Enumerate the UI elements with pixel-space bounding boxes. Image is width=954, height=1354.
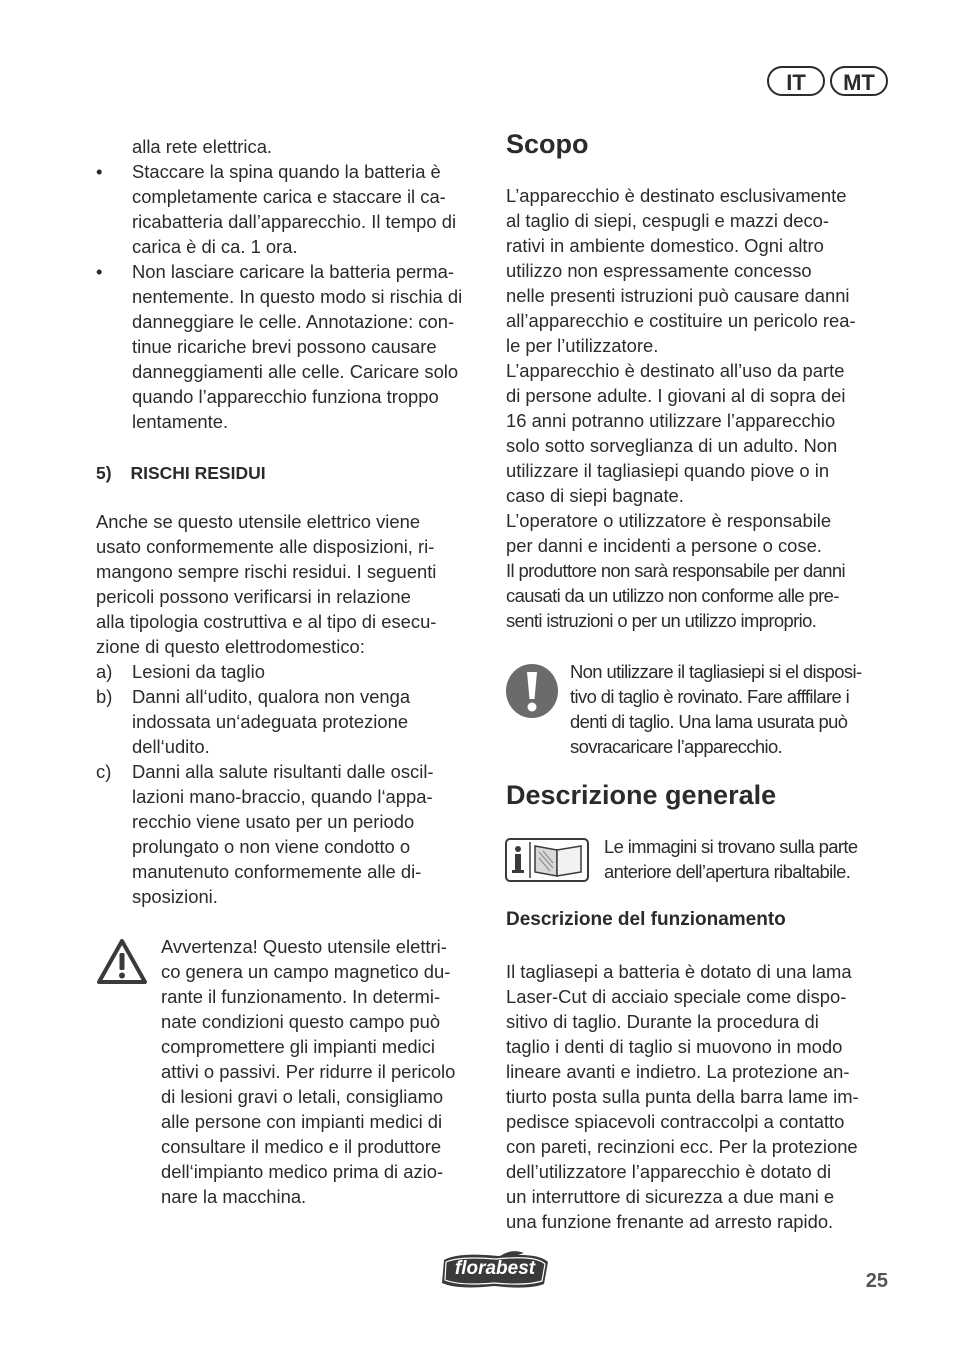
text-line: di lesioni gravi o letali, consigliamo [161, 1086, 444, 1107]
risks-block [96, 509, 491, 909]
text-line: un interruttore di sicurezza a due mani e [506, 1186, 835, 1207]
text-line: quando l’apparecchio funziona troppo [132, 386, 439, 407]
text-line: tiurto posta sulla punta della barra lame im- [506, 1086, 859, 1107]
section-number: 5) [96, 463, 112, 483]
text-line: recchio viene usato per un periodo [132, 811, 415, 832]
text-line: Non lasciare caricare la batteria perma- [132, 261, 454, 282]
bullet-mark: • [96, 261, 103, 282]
text-line: Il produttore non sarà responsabile per danni [506, 560, 846, 581]
text-line: rante il funzionamento. In determi- [161, 986, 441, 1007]
continuation-line: alla rete elettrica. [132, 136, 273, 157]
left-column [96, 134, 491, 434]
exclamation-icon [505, 663, 559, 719]
text-line: L’apparecchio è destinato esclusivamente [506, 185, 847, 206]
scopo-text [506, 183, 896, 633]
text-line: tivo di taglio è rovinato. Fare afffilare i [570, 686, 850, 707]
text-line: dell‘udito. [132, 736, 210, 757]
text-line: anteriore dell’apertura ribaltabile. [604, 861, 851, 882]
risk-mark: a) [96, 661, 113, 682]
page-number: 25 [865, 1270, 888, 1292]
text-line: zione di questo elettrodomestico: [96, 636, 365, 657]
text-line: compromettere gli impianti medici [161, 1036, 435, 1057]
text-line: solo sotto sorveglianza di un adulto. Non [506, 435, 838, 456]
text-line: L’apparecchio è destinato all’uso da parte [506, 360, 845, 381]
text-line: senti istruzioni o per un utilizzo improprio. [506, 610, 817, 631]
text-line: attivi o passivi. Per ridurre il pericolo [161, 1061, 456, 1082]
text-line: utilizzo non espressamente concesso [506, 260, 812, 281]
text-line: rativi in ambiente domestico. Ogni altro [506, 235, 824, 256]
text-line: nelle presenti istruzioni può causare danni [506, 285, 850, 306]
text-line: completamente carica e staccare il ca- [132, 186, 446, 207]
text-line: Anche se questo utensile elettrico viene [96, 511, 421, 532]
text-line: causati da un utilizzo non conforme alle pre- [506, 585, 839, 606]
text-line: dell‘impianto medico prima di azio- [161, 1161, 444, 1182]
text-line: Lesioni da taglio [132, 661, 265, 682]
text-line: carica è di ca. 1 ora. [132, 236, 298, 257]
text-line: al taglio di siepi, cespugli e mazzi deco- [506, 210, 830, 231]
lang-badge-it: IT [767, 66, 825, 96]
text-line: mangono sempre rischi residui. I seguenti [96, 561, 437, 582]
text-line: di persone adulte. I giovani al di sopra dei [506, 385, 846, 406]
brand-logo [438, 1250, 552, 1290]
text-line: denti di taglio. Una lama usurata può [570, 711, 848, 732]
text-line: Le immagini si trovano sulla parte [604, 836, 858, 857]
risk-mark: b) [96, 686, 113, 707]
text-line: alla tipologia costruttiva e al tipo di esecu- [96, 611, 437, 632]
text-line: alle persone con impianti medici di [161, 1111, 443, 1132]
blade-notice [570, 659, 900, 759]
text-line: tinue ricariche brevi possono causare [132, 336, 437, 357]
text-line: usato conformemente alle disposizioni, ri- [96, 536, 435, 557]
text-line: utilizzare il tagliasiepi quando piove o in [506, 460, 830, 481]
text-line: Il tagliasepi a batteria è dotato di una lama [506, 961, 852, 982]
description-heading: Descrizione generale [506, 780, 777, 810]
text-line: pericoli possono verificarsi in relazione [96, 586, 411, 607]
text-line: manutenuto conformemente alle di- [132, 861, 422, 882]
text-line: le per l’utilizzatore. [506, 335, 659, 356]
text-line: Avvertenza! Questo utensile elettri- [161, 936, 447, 957]
magnetic-warning [161, 934, 491, 1209]
text-line: danneggiare le celle. Annotazione: con- [132, 311, 455, 332]
text-line: lentamente. [132, 411, 229, 432]
section-title: RISCHI RESIDUI [130, 463, 266, 483]
text-line: sovracaricare l’apparecchio. [570, 736, 783, 757]
text-line: co genera un campo magnetico du- [161, 961, 451, 982]
text-line: Danni alla salute risultanti dalle oscil- [132, 761, 434, 782]
text-line: per danni e incidenti a persone o cose. [506, 535, 822, 556]
text-line: lineare avanti e indietro. La protezione an- [506, 1061, 850, 1082]
section-heading [96, 461, 266, 485]
risk-item [96, 659, 491, 684]
scopo-heading: Scopo [506, 129, 589, 159]
text-line: Non utilizzare il tagliasiepi si el disposi- [570, 661, 862, 682]
bullet-item [96, 259, 491, 434]
function-text [506, 959, 901, 1234]
text-line: lazioni mano-braccio, quando l‘appa- [132, 786, 433, 807]
bullet-mark: • [96, 161, 103, 182]
text-line: nentemente. In questo modo si rischia di [132, 286, 463, 307]
brand-name: florabest [454, 1258, 536, 1279]
text-line: consultare il medico e il produttore [161, 1136, 442, 1157]
risk-item [96, 759, 491, 909]
text-line: con pareti, recinzioni ecc. Per la protezione [506, 1136, 858, 1157]
risk-item [96, 684, 491, 759]
text-line: dell’utilizzatore l’apparecchio è dotato di [506, 1161, 832, 1182]
info-book-icon [505, 838, 589, 882]
text-line: Laser-Cut di acciaio speciale come dispo- [506, 986, 847, 1007]
bullet-item [96, 159, 491, 259]
text-line: all’apparecchio e costituire un pericolo rea- [506, 310, 856, 331]
text-line: prolungato o non viene condotto o [132, 836, 411, 857]
info-note [604, 834, 904, 884]
text-line: taglio i denti di taglio si muovono in modo [506, 1036, 843, 1057]
text-line: danneggiamenti alle celle. Caricare solo [132, 361, 459, 382]
lang-badge-mt: MT [830, 66, 888, 96]
risk-mark: c) [96, 761, 112, 782]
text-line: Staccare la spina quando la batteria è [132, 161, 441, 182]
text-line: caso di siepi bagnate. [506, 485, 684, 506]
text-line: Danni all‘udito, qualora non venga [132, 686, 411, 707]
text-line: sitivo di taglio. Durante la procedura di [506, 1011, 819, 1032]
function-heading: Descrizione del funzionamento [506, 909, 786, 930]
text-line: indossata un‘adeguata protezione [132, 711, 409, 732]
text-line: ricabatteria dall’apparecchio. Il tempo di [132, 211, 457, 232]
text-line: 16 anni potranno utilizzare l’apparecchio [506, 410, 836, 431]
text-line: sposizioni. [132, 886, 218, 907]
text-line: una funzione frenante ad arresto rapido. [506, 1211, 834, 1232]
text-line: nate condizioni questo campo può [161, 1011, 441, 1032]
warning-triangle-icon [96, 937, 148, 987]
text-line: L’operatore o utilizzatore è responsabile [506, 510, 832, 531]
text-line: pedisce spiacevoli contraccolpi a contatto [506, 1111, 845, 1132]
text-line: nare la macchina. [161, 1186, 307, 1207]
